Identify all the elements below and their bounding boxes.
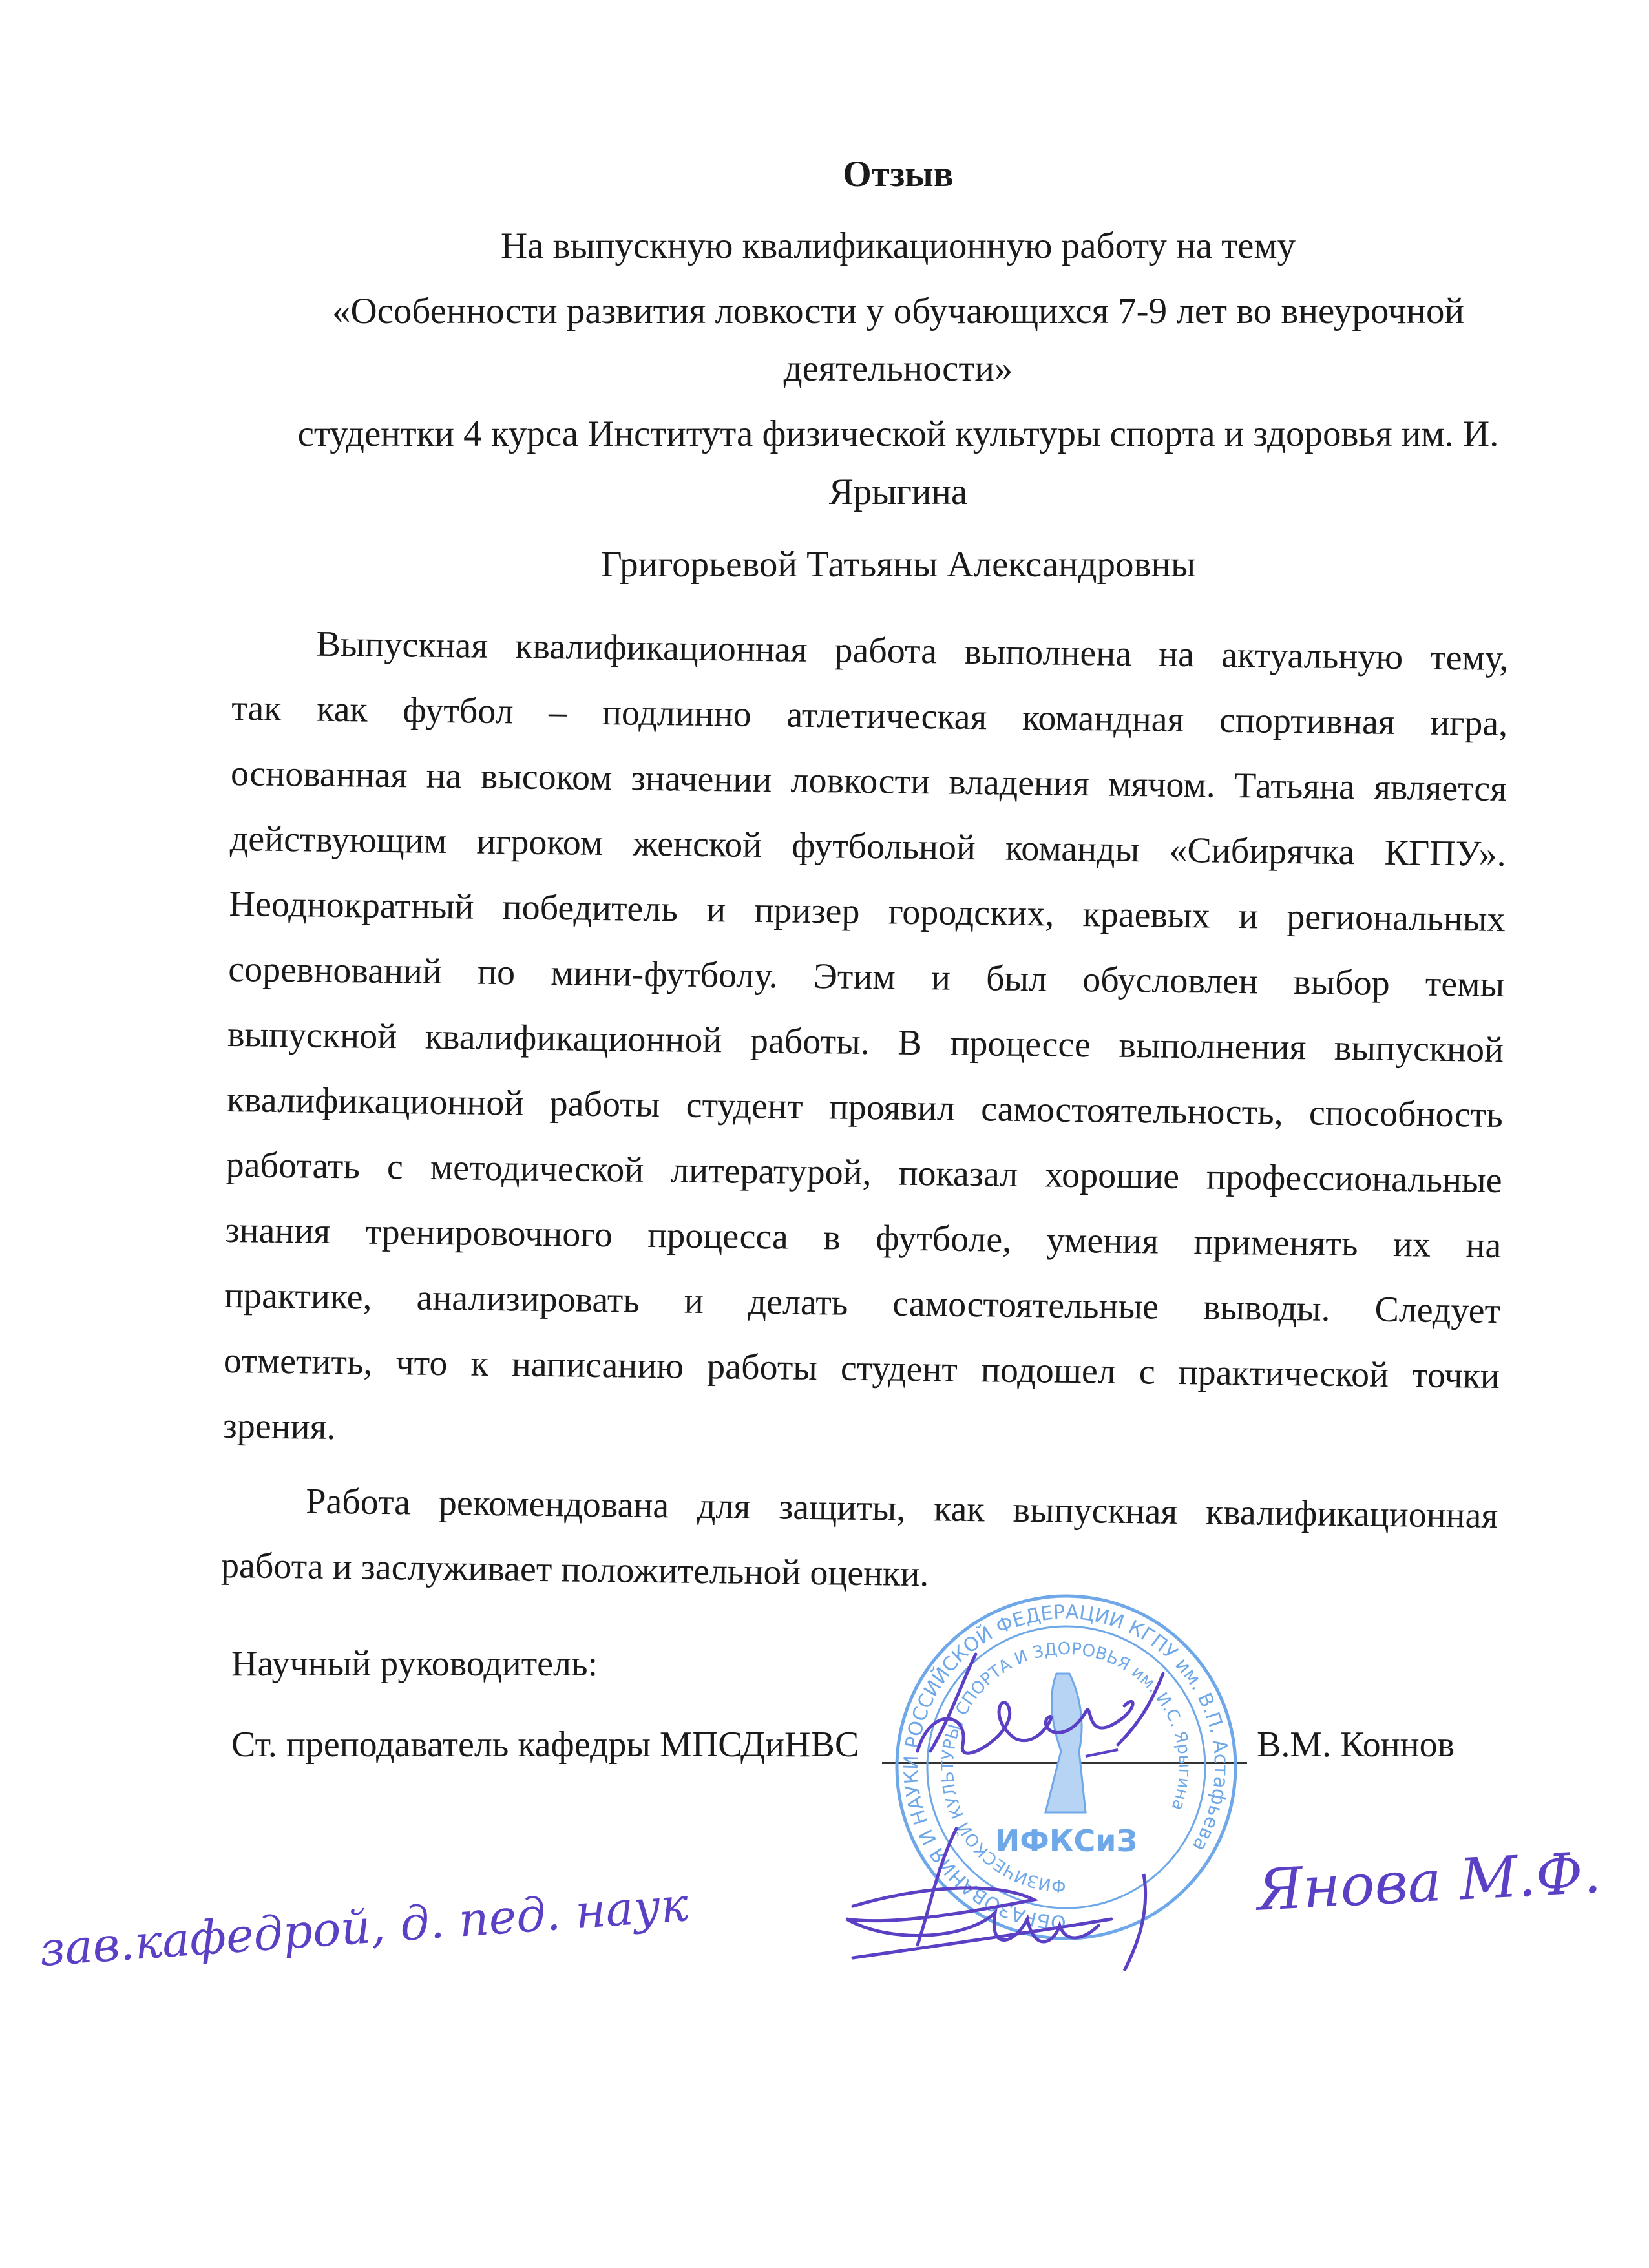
stamp-inner-text: ФИЗИЧЕСКОЙ КУЛЬТУРЫ, СПОРТА И ЗДОРОВЬЯ им. И.С. Ярыгина <box>938 1639 1195 1896</box>
review-body <box>220 620 1509 1624</box>
student-line-2: Ярыгина <box>828 472 968 512</box>
document-subtitle: На выпускную квалификационную работу на тему <box>500 226 1296 266</box>
paragraph-1-line: выпускной квалификационной работы. В процессе выполнения выпускной <box>227 1014 1504 1071</box>
paragraph-1-line: отметить, что к написанию работы студент подошел с практической точки <box>223 1340 1500 1397</box>
paragraph-1-line: Неоднократный победитель и призер городских, краевых и региональных <box>229 883 1506 940</box>
paragraph-2-line: Работа рекомендована для защиты, как выпускная квалификационная <box>305 1481 1498 1537</box>
supervisor-signature <box>892 1641 1228 1770</box>
paragraph-1-line: Выпускная квалификационная работа выполнена на актуальную тему, <box>316 624 1509 679</box>
paragraph-1-line: квалификационной работы студент проявил самостоятельность, способность <box>226 1079 1504 1136</box>
paragraph-1-line: соревнований по мини-футболу. Этим и был обусловлен выбор темы <box>228 949 1505 1005</box>
topic-line-1: «Особенности развития ловкости у обучающихся 7-9 лет во внеурочной <box>331 291 1465 331</box>
supervisor-position: Ст. преподаватель кафедры МПСДиНВС <box>231 1725 859 1765</box>
document-title: Отзыв <box>843 154 954 194</box>
student-line-1: студентки 4 курса Института физической культуры спорта и здоровья им. И. <box>297 414 1499 454</box>
paragraph-1-line: практике, анализировать и делать самостоятельные выводы. Следует <box>224 1275 1501 1332</box>
paragraph-1-line: так как футбол – подлинно атлетическая командная спортивная игра, <box>231 688 1508 744</box>
paragraph-2-line: работа и заслуживает положительной оценки. <box>220 1545 929 1595</box>
handwritten-head-title: зав.кафедрой, д. пед. наук <box>37 1877 690 1977</box>
paragraph-1-line: работать с методической литературой, показал хорошие профессиональные <box>226 1144 1502 1201</box>
stamp-outer-text: ОБРАЗОВАНИЯ И НАУКИ РОССИЙСКОЙ ФЕДЕРАЦИИ КГПУ им. В.П. Астафьева <box>899 1601 1233 1934</box>
stamp-center-text: ИФКСиЗ <box>994 1823 1138 1858</box>
head-signature <box>840 1816 1202 1984</box>
paragraph-1-line: зрения. <box>222 1405 336 1448</box>
supervisor-role: Научный руководитель: <box>231 1644 598 1684</box>
topic-line-2: деятельности» <box>783 348 1013 389</box>
paragraph-1-line: знания тренировочного процесса в футболе, умения применять их на <box>225 1210 1502 1266</box>
handwritten-head-name: Янова М.Ф. <box>1255 1839 1603 1924</box>
paragraph-1-line: основанная на высоком значении ловкости владения мячом. Татьяна является <box>230 753 1507 810</box>
paragraph-1-line: действующим игроком женской футбольной команды «Сибирячка КГПУ». <box>229 818 1507 875</box>
supervisor-name: В.М. Коннов <box>1257 1725 1455 1765</box>
student-name: Григорьевой Татьяны Александровны <box>600 544 1196 585</box>
